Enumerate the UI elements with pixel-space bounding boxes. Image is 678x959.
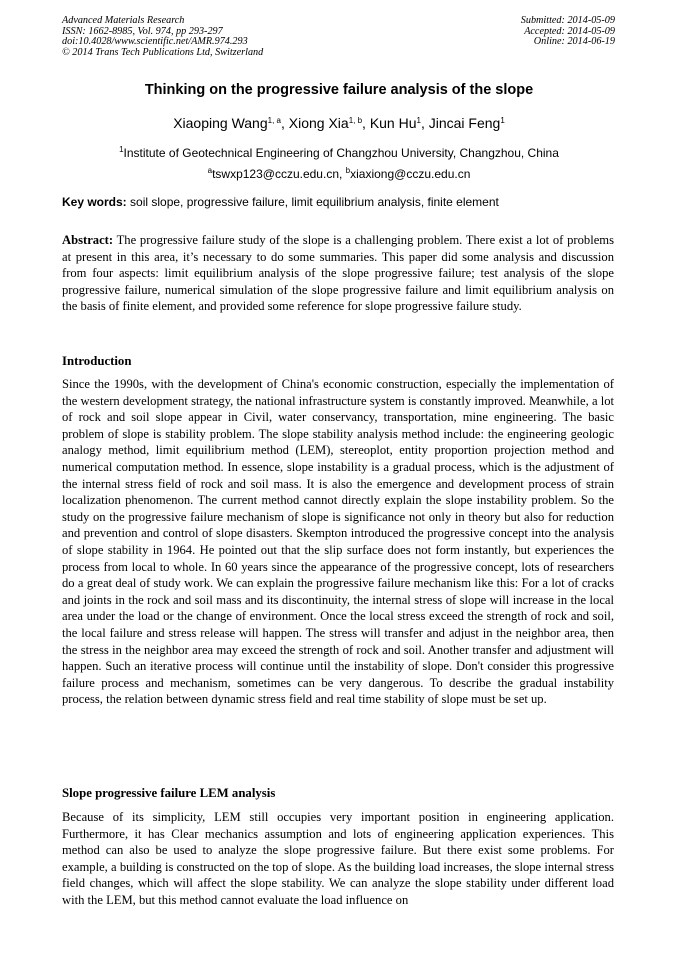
keywords — [62, 195, 618, 209]
author-list — [0, 115, 678, 131]
author-emails — [0, 167, 678, 181]
journal-header-left — [62, 16, 263, 58]
issn-line: ISSN: 1662-8985, Vol. 974, pp 293-297 — [62, 25, 223, 37]
abstract-label: Abstract: — [62, 233, 114, 247]
section-body-lem-analysis: Because of its simplicity, LEM still occupies very important position in engineering application. Furthermore, it has Clear mechanics assumption and lots of engineering application experiences. This method can also be used to analyze the slope progressive failure. But there exist some problems. For example, a building is constructed on the top of slope. As the building load increases, the slope internal stress field changes, which will affect the slope stability. We can analyze the slope stability under different load with the LEM, but this method cannot evaluate the load influence on — [62, 810, 614, 907]
online-date: Online: 2014-06-19 — [533, 36, 615, 48]
email[interactable]: $^a$tswxp123@cczu.edu.cn, — [207, 166, 343, 181]
author: Xiong Xia$^{1, b}$, — [288, 115, 370, 131]
submitted-date: Submitted: 2014-05-09 — [520, 15, 615, 26]
email[interactable]: $^b$xiaxiong@cczu.edu.cn — [345, 166, 471, 181]
affiliation: $^1$Institute of Geotechnical Engineering of Changzhou University, Changzhou, China — [119, 145, 559, 160]
section-heading-introduction: Introduction — [62, 354, 132, 368]
journal-name: Advanced Materials Research — [62, 15, 185, 26]
abstract — [62, 232, 614, 315]
keywords-label: Key words: — [62, 195, 127, 209]
author: Kun Hu$^1$, — [369, 115, 429, 131]
accepted-date: Accepted: 2014-05-09 — [524, 25, 615, 37]
paper-title: Thinking on the progressive failure analysis of the slope — [144, 82, 534, 98]
abstract-text: The progressive failure study of the slope is a challenging problem. There exist a lot of problems at present in this area, it’s necessary to do some summaries. This paper did some analysis and discussion from four aspects: limit equilibrium analysis of the slope progressive failure; test analysis of the slope progressive failure, numerical simulation of the slope progressive failure and limit equilibrium analysis on the basis of finite element, and provided some reference for slope progressive failure study. — [62, 233, 614, 314]
section-body-introduction: Since the 1990s, with the development of China's economic construction, especially the implementation of the western development strategy, the national infrastructure system is constantly improved. Meanwhile, a lot of rock and soil slope appear in Civil, water conservancy, transportation, mine engineering. The basic problem of slope is stability problem. The slope stability analysis method include: the engineering geologic analogy method, limit equilibrium method (LEM), stereoplot, entity proportion projection method and numerical computation method. In essence, slope instability is a gradual process, which is the adjustment of the internal stress field of rock and soil mass. It is also the emergence and development process of strain localization phenomenon. The current method cannot directly explain the slope instability problem. So the study on the progressive failure mechanism of slope is significance not only in theory but also for reduction and prevention and control of slope disasters. Skempton introduced the progressive concept into the analysis of slope stability in 1964. He pointed out that the slip surface does not form instantly, but experiences the process from local to whole. In 60 years since the appearance of the progressive concept, lots of researchers do a great deal of study work. We can explain the progressive failure mechanism like this: For a lot of cracks and joints in the rock and soil mass and its discontinuity, the internal stress of slope will increase in the local area under the load or the change of environment. Once the local stress exceed the strength of rock and soil, the local failure and stress release will happen. The stress will transfer and adjust in the neighbor area, then the stress in the neighbor area may exceed the strength of rock and soil. Another transfer and adjustment will happen. Such an iterative process will continue until the instability of slope. Don't consider this progressive failure process and mechanism, sometimes can be very dangerous. To describe the gradual instability process, the relation between dynamic stress field and real time stability of slope must be set up. — [62, 377, 614, 707]
doi-line: doi:10.4028/www.scientific.net/AMR.974.293 — [62, 36, 248, 48]
keywords-text: soil slope, progressive failure, limit equilibrium analysis, finite element — [130, 195, 499, 209]
author: Xiaoping Wang$^{1, a}$, — [173, 115, 289, 131]
section-heading-lem-analysis: Slope progressive failure LEM analysis — [62, 786, 276, 800]
copyright-line: © 2014 Trans Tech Publications Ltd, Switzerland — [62, 46, 264, 58]
journal-header-right — [521, 16, 615, 48]
author: Jincai Feng$^1$ — [428, 115, 505, 131]
